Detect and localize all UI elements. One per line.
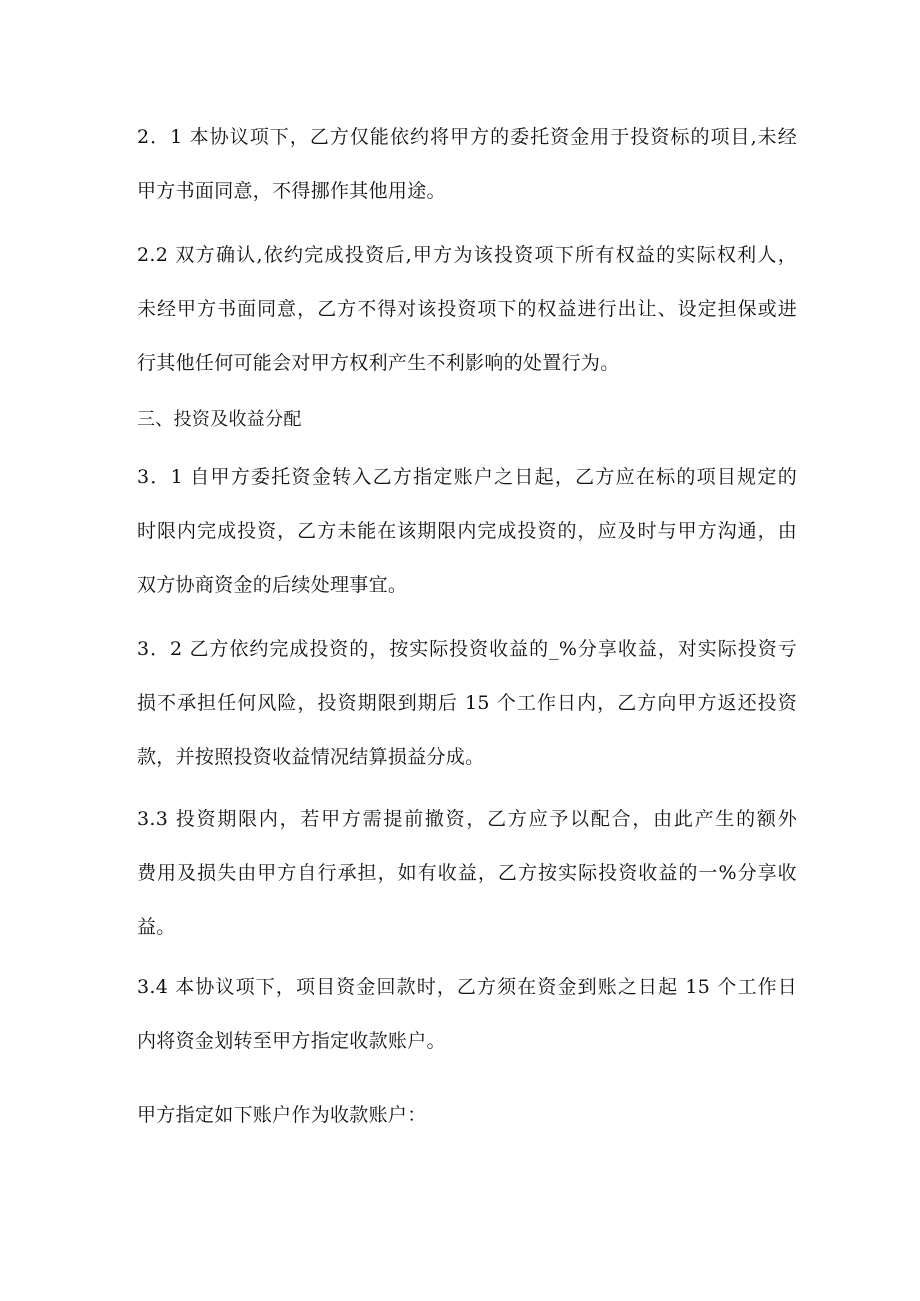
text-line: 甲方书面同意，不得挪作其他用途。: [137, 180, 446, 202]
text-line: 费用及损失由甲方自行承担，如有收益，乙方按实际投资收益的一%分享收: [137, 862, 797, 884]
clause-3-3: [137, 792, 797, 954]
text-line: 三、投资及收益分配: [137, 409, 302, 430]
text-line: 时限内完成投资，乙方未能在该期限内完成投资的，应及时与甲方沟通，由: [137, 520, 797, 542]
text-line: 损不承担任何风险，投资期限到期后 15 个工作日内，乙方向甲方返还投资: [137, 692, 797, 714]
text-line: 3．1 自甲方委托资金转入乙方指定账户之日起，乙方应在标的项目规定的: [137, 466, 797, 488]
text-line: 内将资金划转至甲方指定收款账户。: [137, 1030, 446, 1052]
text-line: 2.2 双方确认,依约完成投资后,甲方为该投资项下所有权益的实际权利人，: [137, 244, 797, 266]
text-line: 3.3 投资期限内，若甲方需提前撤资，乙方应予以配合，由此产生的额外: [137, 808, 797, 830]
account-intro: [137, 1088, 797, 1142]
text-line: 2．1 本协议项下，乙方仅能依约将甲方的委托资金用于投资标的项目,未经: [137, 126, 797, 148]
clause-3-1: [137, 450, 797, 612]
section-heading: [137, 393, 797, 447]
text-line: 行其他任何可能会对甲方权利产生不利影响的处置行为。: [137, 352, 620, 374]
text-line: 3．2 乙方依约完成投资的，按实际投资收益的_%分享收益，对实际投资亏: [137, 638, 797, 660]
clause-2-1: [137, 110, 797, 218]
clause-3-2: [137, 622, 797, 784]
clause-2-2: [137, 228, 797, 390]
text-line: 3.4 本协议项下，项目资金回款时，乙方须在资金到账之日起 15 个工作日: [137, 976, 797, 998]
text-line: 未经甲方书面同意，乙方不得对该投资项下的权益进行出让、设定担保或进: [137, 298, 797, 320]
text-line: 益。: [137, 916, 176, 938]
clause-3-4: [137, 960, 797, 1068]
text-line: 甲方指定如下账户作为收款账户：: [137, 1104, 427, 1126]
text-line: 款，并按照投资收益情况结算损益分成。: [137, 746, 485, 768]
text-line: 双方协商资金的后续处理事宜。: [137, 574, 408, 596]
